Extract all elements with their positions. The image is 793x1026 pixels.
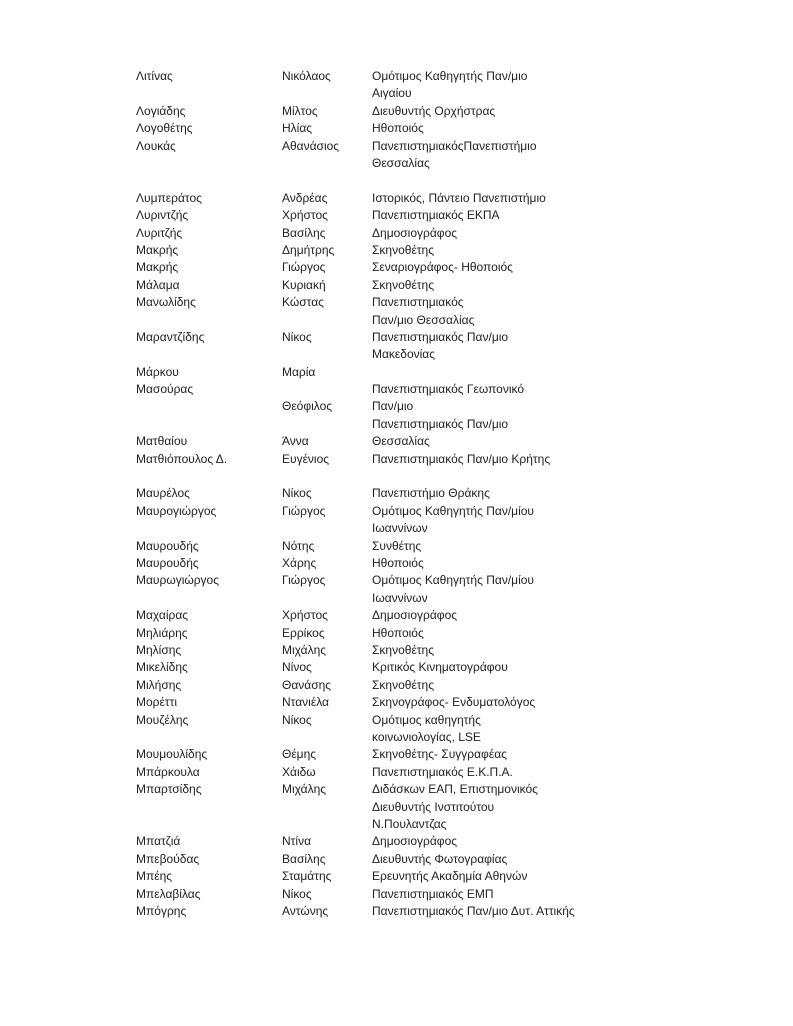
description-cell [372, 381, 524, 398]
surname-cell: Μικελίδης [136, 660, 188, 675]
description-line: Ομότιμος Καθηγητής Παν/μιο [372, 69, 528, 83]
first-name-cell: Ερρίκος [282, 625, 325, 640]
table-row [136, 538, 596, 555]
description-cell [372, 242, 434, 259]
description-line: Ηθοποιός [372, 625, 424, 640]
description-cell [372, 746, 507, 763]
first-name-cell: Κώστας [282, 295, 324, 310]
surname-cell: Μαραντζίδης [136, 329, 205, 344]
description-cell [372, 329, 508, 364]
signatories-table [136, 68, 596, 920]
table-row [136, 625, 596, 642]
table-row [136, 642, 596, 659]
description-cell [372, 485, 490, 502]
table-row [136, 659, 596, 676]
description-line: Δημοσιογράφος [372, 834, 458, 849]
description-line: κοινωνιολογίας, LSE [372, 729, 481, 744]
description-line: Πανεπιστημιακός Παν/μιο Δυτ. Αττικής [372, 903, 575, 918]
table-row [136, 694, 596, 711]
description-line: Ερευνητής Ακαδημία Αθηνών [372, 869, 528, 884]
description-cell [372, 886, 494, 903]
table-row [136, 451, 596, 468]
description-line: Σεναριογράφος- Ηθοποιός [372, 260, 513, 275]
table-row [136, 242, 596, 259]
surname-cell: Μηλίσης [136, 643, 182, 657]
description-line: Πανεπιστήμιο Θράκης [372, 486, 490, 501]
first-name-cell: Μίλτος [282, 103, 318, 118]
description-cell [372, 694, 535, 711]
table-row [136, 503, 596, 538]
description-line: Αιγαίου [372, 86, 412, 101]
table-row [136, 103, 596, 120]
description-line: Θεσσαλίας [372, 434, 430, 449]
surname-cell: Μπέης [136, 869, 173, 884]
table-row [136, 207, 596, 224]
surname-cell: Λυριντζής [136, 208, 189, 223]
description-line: Διευθυντής Ινστιτούτου [372, 799, 495, 814]
first-name-cell: Νίκος [282, 329, 312, 344]
first-name-cell: Μαρία [282, 364, 316, 379]
first-name-cell: Θανάσης [282, 677, 332, 692]
description-line: Σκηνοθέτης [372, 677, 434, 692]
first-name-cell: Χάρης [282, 556, 317, 571]
description-cell [372, 503, 534, 538]
surname-cell: Μασούρας [136, 382, 194, 397]
first-name-cell: Θεόφιλος [282, 399, 333, 414]
table-row [136, 712, 596, 747]
description-cell [372, 433, 430, 450]
surname-cell: Μάλαμα [136, 277, 180, 292]
first-name-cell: Νικόλαος [282, 69, 331, 83]
first-name-cell: Βασίλης [282, 851, 326, 866]
surname-cell: Μουμουλίδης [136, 747, 208, 762]
description-cell [372, 103, 495, 120]
table-row [136, 277, 596, 294]
table-row [136, 381, 596, 398]
description-cell [372, 138, 537, 173]
table-row [136, 225, 596, 242]
description-line: Πανεπιστημιακός Γεωπονικό [372, 382, 525, 397]
description-line: Διευθυντής Φωτογραφίας [372, 851, 508, 866]
surname-cell: Μιλήσης [136, 677, 182, 692]
table-row [136, 764, 596, 781]
first-name-cell: Κυριακή [282, 277, 326, 292]
surname-cell: Ματθιόπουλος Δ. [136, 451, 228, 466]
description-line: Ομότιμος καθηγητής [372, 712, 481, 727]
table-row [136, 886, 596, 903]
description-line: Σκηνογράφος- Ενδυματολόγος [372, 695, 536, 710]
description-line: Διδάσκων ΕΑΠ, Επιστημονικός [372, 782, 538, 797]
surname-cell: Λυμπεράτος [136, 190, 202, 205]
first-name-cell: Μιχάλης [282, 643, 327, 657]
first-name-cell: Νίνος [282, 660, 312, 675]
surname-cell: Μαυρουδής [136, 556, 199, 571]
description-line: Πανεπιστημιακός ΕΚΠΑ [372, 208, 500, 223]
description-cell [372, 851, 507, 868]
table-row [136, 607, 596, 624]
description-cell [372, 833, 457, 850]
description-line: ΠανεπιστημιακόςΠανεπιστήμιο [372, 138, 537, 153]
first-name-cell: Νίκος [282, 886, 312, 901]
first-name-cell: Ντίνα [282, 834, 312, 849]
description-cell [372, 677, 434, 694]
description-cell [372, 659, 508, 676]
table-row [136, 677, 596, 694]
table-row [136, 120, 596, 137]
surname-cell: Μπάρκουλα [136, 764, 200, 779]
description-line: Πανεπιστημιακός Ε.Κ.Π.Α. [372, 764, 513, 779]
first-name-cell: Χάιδω [282, 764, 316, 779]
description-cell [372, 451, 550, 468]
first-name-cell: Χρήστος [282, 608, 328, 623]
first-name-cell: Ηλίας [282, 121, 313, 136]
first-name-cell: Γιώργος [282, 503, 326, 518]
description-line: Σκηνοθέτης [372, 277, 434, 292]
first-name-cell: Μιχάλης [282, 782, 327, 797]
description-cell [372, 903, 575, 920]
surname-cell: Μορέττι [136, 695, 177, 710]
surname-cell: Μανωλίδης [136, 295, 196, 310]
table-row [136, 138, 596, 173]
first-name-cell: Νίκος [282, 486, 312, 501]
first-name-cell: Άννα [282, 434, 309, 449]
description-line: Ν.Πουλαντζας [372, 816, 447, 831]
table-row [136, 259, 596, 276]
description-cell [372, 555, 424, 572]
description-line: Ιωαννίνων [372, 521, 428, 536]
table-row [136, 329, 596, 364]
first-name-cell: Γιώργος [282, 260, 326, 275]
table-row [136, 364, 596, 381]
description-line: Πανεπιστημιακός ΕΜΠ [372, 886, 494, 901]
first-name-cell: Νίκος [282, 712, 312, 727]
surname-cell: Λογοθέτης [136, 121, 193, 136]
table-row [136, 903, 596, 920]
table-row [136, 572, 596, 607]
surname-cell: Λουκάς [136, 138, 176, 153]
first-name-cell: Σταμάτης [282, 869, 332, 884]
description-cell [372, 398, 508, 433]
description-line: Πανεπιστημιακός [372, 295, 464, 310]
description-line: Ομότιμος Καθηγητής Παν/μίου [372, 573, 534, 588]
description-line: Ηθοποιός [372, 556, 424, 571]
description-cell [372, 642, 434, 659]
description-cell [372, 294, 474, 329]
description-cell [372, 781, 538, 833]
surname-cell: Μπεβούδας [136, 851, 200, 866]
first-name-cell: Δημήτρης [282, 242, 335, 257]
surname-cell: Μαυρογιώργος [136, 503, 217, 518]
first-name-cell: Ανδρέας [282, 190, 328, 205]
description-line: Μακεδονίας [372, 347, 436, 362]
first-name-cell: Ευγένιος [282, 451, 330, 466]
blank-line [136, 172, 596, 189]
description-line: Ιστορικός, Πάντειο Πανεπιστήμιο [372, 190, 546, 205]
description-line: Κριτικός Κινηματογράφου [372, 660, 508, 675]
first-name-cell: Αθανάσιος [282, 138, 340, 153]
surname-cell: Λιτίνας [136, 69, 173, 83]
description-cell [372, 764, 513, 781]
description-line: Πανεπιστημιακός Παν/μιο Κρήτης [372, 451, 551, 466]
first-name-cell: Νότης [282, 538, 315, 553]
surname-cell: Μουζέλης [136, 712, 189, 727]
first-name-cell: Ντανιέλα [282, 695, 329, 710]
description-line: Διευθυντής Ορχήστρας [372, 103, 496, 118]
description-line: Ηθοποιός [372, 121, 424, 136]
surname-cell: Μάρκου [136, 364, 179, 379]
first-name-cell: Γιώργος [282, 573, 326, 588]
surname-cell: Λογιάδης [136, 103, 186, 118]
table-row [136, 781, 596, 833]
table-row [136, 555, 596, 572]
description-cell [372, 68, 527, 103]
description-cell [372, 277, 434, 294]
description-cell [372, 538, 421, 555]
description-line: Δημοσιογράφος [372, 608, 458, 623]
table-row [136, 433, 596, 450]
description-line: Παν/μιο Θεσσαλίας [372, 312, 475, 327]
first-name-cell: Βασίλης [282, 225, 326, 240]
surname-cell: Λυριτζής [136, 225, 183, 240]
description-cell [372, 868, 527, 885]
description-line: Ιωαννίνων [372, 590, 428, 605]
table-row [136, 398, 596, 433]
description-cell [372, 625, 424, 642]
table-row [136, 485, 596, 502]
surname-cell: Μπαρτσίδης [136, 782, 202, 797]
description-line: Παν/μιο [372, 399, 414, 414]
surname-cell: Μακρής [136, 242, 179, 257]
first-name-cell: Χρήστος [282, 208, 328, 223]
description-cell [372, 207, 500, 224]
description-cell [372, 712, 481, 747]
description-line: Ομότιμος Καθηγητής Παν/μίου [372, 503, 534, 518]
description-line: Πανεπιστημιακός Παν/μιο [372, 416, 509, 431]
first-name-cell: Αντώνης [282, 903, 329, 918]
description-cell [372, 259, 513, 276]
description-line: Συνθέτης [372, 538, 422, 553]
description-line: Σκηνοθέτης [372, 643, 434, 657]
surname-cell: Μαχαίρας [136, 608, 189, 623]
description-line: Δημοσιογράφος [372, 225, 458, 240]
description-line: Πανεπιστημιακός Παν/μιο [372, 329, 509, 344]
description-cell [372, 190, 546, 207]
table-row [136, 294, 596, 329]
table-row [136, 190, 596, 207]
surname-cell: Μακρής [136, 260, 179, 275]
table-row [136, 68, 596, 103]
surname-cell: Μπόγρης [136, 903, 187, 918]
surname-cell: Μπατζιά [136, 834, 181, 849]
description-line: Σκηνοθέτης- Συγγραφέας [372, 747, 507, 762]
surname-cell: Μηλιάρης [136, 625, 188, 640]
surname-cell: Μαυρωγιώργος [136, 573, 220, 588]
description-cell [372, 572, 534, 607]
table-row [136, 833, 596, 850]
table-row [136, 746, 596, 763]
description-cell [372, 607, 457, 624]
description-line: Σκηνοθέτης [372, 242, 434, 257]
surname-cell: Μαυρέλος [136, 486, 190, 501]
first-name-cell: Θέμης [282, 747, 317, 762]
description-line: Θεσσαλίας [372, 155, 430, 170]
table-row [136, 868, 596, 885]
description-cell [372, 120, 424, 137]
surname-cell: Μαυρουδής [136, 538, 199, 553]
table-row [136, 851, 596, 868]
surname-cell: Ματθαίου [136, 434, 188, 449]
description-cell [372, 225, 457, 242]
blank-line [136, 468, 596, 485]
surname-cell: Μπελαβίλας [136, 886, 201, 901]
